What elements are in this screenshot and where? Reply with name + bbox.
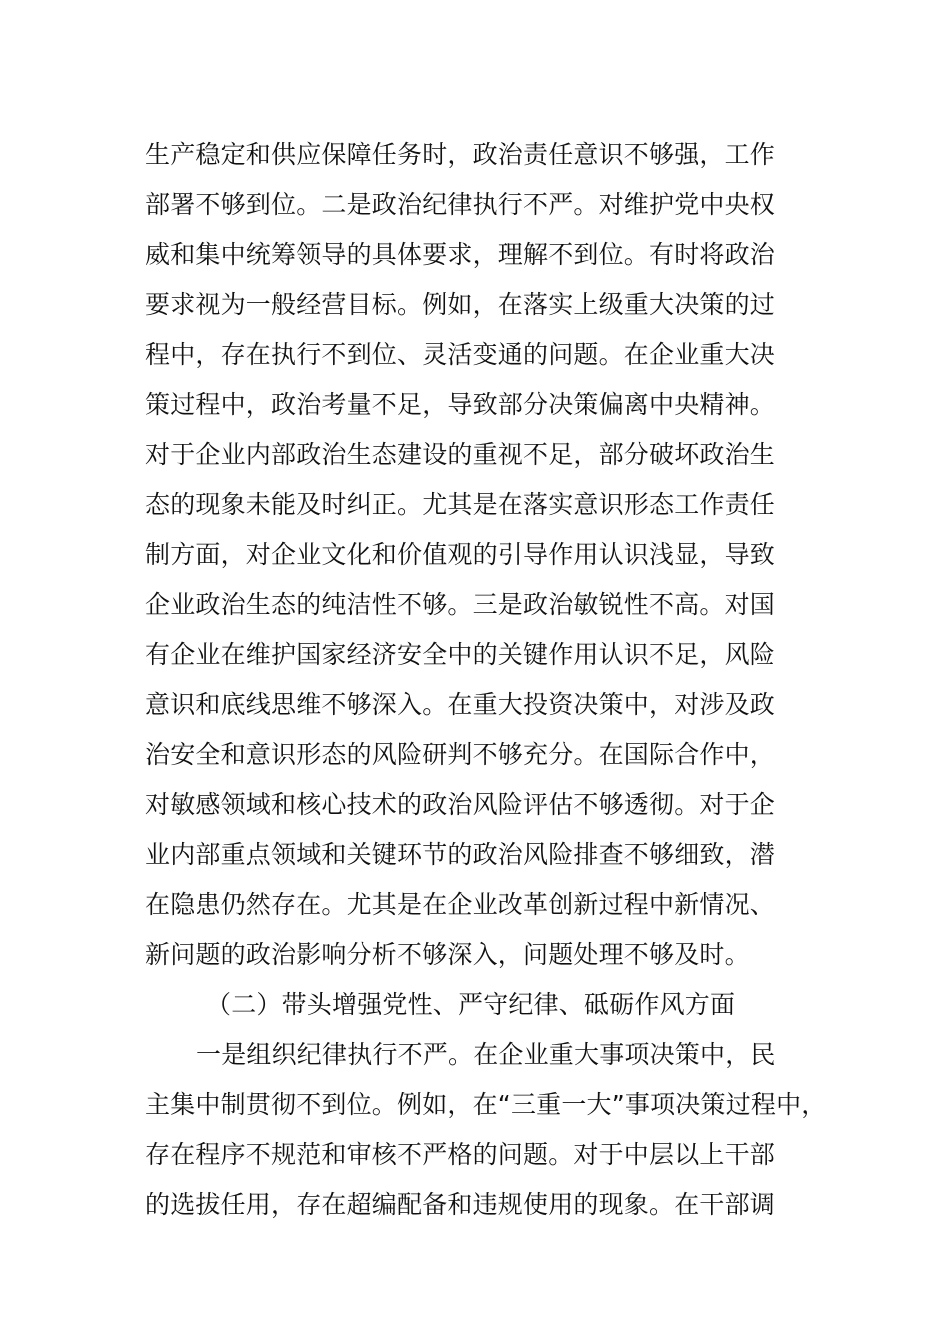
- text-line: 一是组织纪律执行不严。在企业重大事项决策中，民: [196, 1040, 776, 1069]
- text-line: 对敏感领域和核心技术的政治风险评估不够透彻。对于企: [145, 790, 776, 819]
- text-line: 程中，存在执行不到位、灵活变通的问题。在企业重大决: [145, 340, 776, 369]
- text-line: 要求视为一般经营目标。例如，在落实上级重大决策的过: [145, 290, 776, 319]
- text-line: 有企业在维护国家经济安全中的关键作用认识不足，风险: [145, 640, 776, 669]
- text-line: 部署不够到位。二是政治纪律执行不严。对维护党中央权: [145, 190, 776, 219]
- text-line: 策过程中，政治考量不足，导致部分决策偏离中央精神。: [145, 390, 776, 419]
- text-line: 企业政治生态的纯洁性不够。三是政治敏锐性不高。对国: [145, 590, 776, 619]
- text-line: 存在程序不规范和审核不严格的问题。对于中层以上干部: [145, 1140, 776, 1169]
- text-line: 态的现象未能及时纠正。尤其是在落实意识形态工作责任: [145, 490, 776, 519]
- text-line: 威和集中统筹领导的具体要求，理解不到位。有时将政治: [145, 240, 776, 269]
- text-line: 意识和底线思维不够深入。在重大投资决策中，对涉及政: [145, 690, 776, 719]
- text-line: 制方面，对企业文化和价值观的引导作用认识浅显，导致: [145, 540, 776, 569]
- text-line: 治安全和意识形态的风险研判不够充分。在国际合作中，: [145, 740, 776, 769]
- text-line: 在隐患仍然存在。尤其是在企业改革创新过程中新情况、: [145, 890, 776, 919]
- section-heading: （二）带头增强党性、严守纪律、砥砺作风方面: [206, 990, 736, 1019]
- text-line: 对于企业内部政治生态建设的重视不足，部分破坏政治生: [145, 440, 776, 469]
- text-line: 业内部重点领域和关键环节的政治风险排查不够细致，潜: [145, 840, 776, 869]
- text-line: 的选拔任用，存在超编配备和违规使用的现象。在干部调: [145, 1190, 776, 1219]
- text-line: 主集中制贯彻不到位。例如，在“三重一大”事项决策过程中，: [145, 1090, 827, 1119]
- text-line: 新问题的政治影响分析不够深入，问题处理不够及时。: [145, 940, 750, 969]
- text-line: 生产稳定和供应保障任务时，政治责任意识不够强，工作: [145, 140, 776, 169]
